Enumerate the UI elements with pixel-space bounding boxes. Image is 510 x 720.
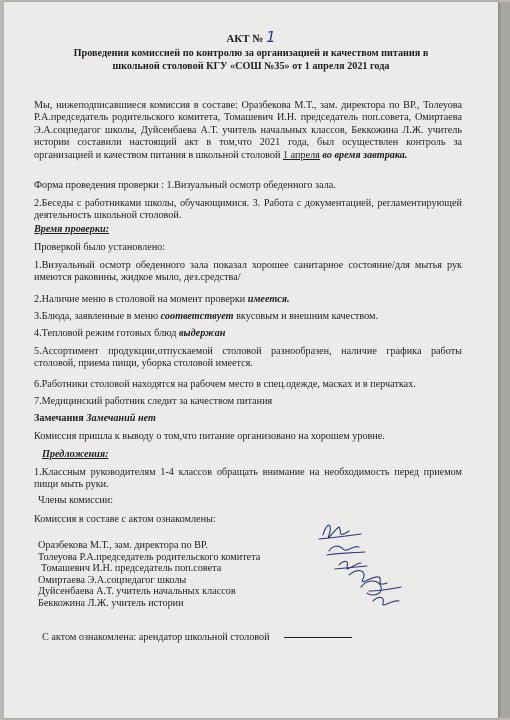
document-subtitle bbox=[44, 48, 458, 73]
subtitle-line-1: Проведения комиссией по контролю за организацией и качеством питания в bbox=[73, 48, 429, 59]
signature-blank-line bbox=[284, 637, 352, 638]
intro-date: 1 апреля bbox=[283, 149, 320, 161]
remarks-label: Замечания bbox=[34, 413, 84, 424]
member-line: Оразбекова М.Т., зам. директора по ВР. bbox=[38, 540, 208, 551]
proposal-1: 1.Классным руководителям 1-4 классов обращать внимание на необходимость перед приемом пищи мыть руки. bbox=[34, 467, 462, 491]
member-line: Беккожина Л.Ж. учитель истории bbox=[38, 597, 184, 609]
form-of-inspection: Форма проведения проверки : 1.Визуальный осмотр обеденного зала. bbox=[34, 180, 336, 191]
signatures-image bbox=[309, 517, 419, 617]
member-line: Дуйсенбаева А.Т. учитель начальных классов bbox=[38, 586, 236, 598]
remarks-value: Замечаний нет bbox=[86, 413, 156, 424]
member-line: Толеуова Р.А.председатель родительского комитета bbox=[38, 551, 261, 563]
page-edge bbox=[498, 2, 510, 718]
act-number-handwritten: 1 bbox=[266, 28, 276, 46]
member-line: Томашевич И.Н. председатель поп.совета bbox=[41, 563, 222, 575]
tenant-text: С актом ознакомлена: арендатор школьной столовой bbox=[42, 632, 270, 643]
title-label: АКТ № bbox=[226, 33, 264, 45]
subtitle-line-2: школьной столовой КГУ «СОШ №35» от 1 апреля 2021 года bbox=[112, 60, 390, 72]
inspection-time-heading: Время проверки: bbox=[34, 224, 110, 235]
members-list bbox=[38, 540, 338, 610]
finding-5: 5.Ассортимент продукции,отпускаемой столовой разнообразен, наличие графика работы столовой, приема пищи, уборка столовой имеется. bbox=[34, 346, 462, 370]
document-page bbox=[4, 2, 498, 718]
finding-2-emphasis: имеется. bbox=[247, 294, 290, 305]
finding-7: 7.Медицинский работник следит за качеством питания bbox=[34, 396, 273, 407]
finding-6: 6.Работники столовой находятся на рабочем место в спец.одежде, масках и в перчатках. bbox=[34, 379, 416, 390]
finding-2 bbox=[34, 294, 462, 306]
members-heading: Члены комиссии: bbox=[38, 495, 114, 506]
tenant-line bbox=[42, 632, 470, 644]
finding-3-text-a: 3.Блюда, заявленные в меню bbox=[34, 311, 161, 322]
intro-paragraph bbox=[34, 100, 462, 162]
intro-time: во время завтрака. bbox=[322, 149, 408, 161]
finding-1: 1.Визуальный осмотр обеденного зала показал хорошее санитарное состояние/для мытья рук имеются раковины, жидкое мыло, дез.средства/ bbox=[34, 260, 462, 284]
conversations-item: 2.Беседы с работниками школы, обучающимися. 3. Работа с документацией, регламентирующей деятельность школьной столовой. bbox=[34, 198, 462, 222]
proposals-heading: Предложения: bbox=[42, 449, 109, 460]
document-title bbox=[4, 28, 498, 46]
conclusion: Комиссия пришла к выводу о том,что питание организовано на хорошем уровне. bbox=[34, 431, 385, 442]
finding-4 bbox=[34, 328, 462, 340]
findings-intro: Проверкой было установлено: bbox=[34, 242, 166, 253]
member-line: Омиртаева Э.А.соцпедагог школы bbox=[38, 574, 187, 586]
finding-4-emphasis: выдержан bbox=[179, 328, 226, 339]
finding-2-text: 2.Наличие меню в столовой на момент проверки bbox=[34, 294, 248, 305]
acquainted-heading: Комиссия в составе с актом ознакомлены: bbox=[34, 514, 216, 525]
remarks-line bbox=[34, 413, 462, 425]
intro-text: Мы, нижеподписавшиеся комиссия в составе: Оразбекова М.Т., зам. директора по ВР., Толеуова Р.А.председатель родительского комитета, Томашевич И.Н. председатель поп.совета, Омиртаева Э.А.соцпедагог школы, Дуйсенбаева А.Т. учитель начальных классов, Беккожина Л.Ж. учитель истории составили настоящий акт в том,что 2021 года, был осуществлен контроль за организацией и качеством питания в школьной столовой bbox=[34, 100, 462, 161]
finding-3-text-b: вкусовым и внешним качеством. bbox=[233, 311, 379, 322]
finding-4-text: 4.Тепловой режим готовых блюд bbox=[34, 328, 179, 339]
finding-3 bbox=[34, 311, 462, 323]
finding-3-emphasis: соответствует bbox=[160, 311, 234, 322]
